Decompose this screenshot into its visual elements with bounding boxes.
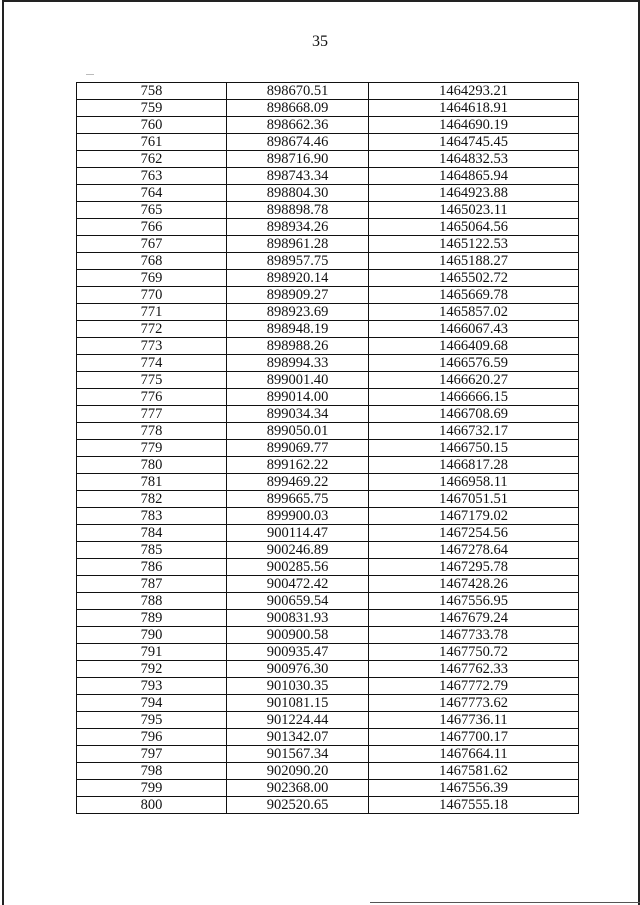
y-coordinate-cell: 1464923.88: [369, 185, 579, 202]
y-coordinate-cell: 1467700.17: [369, 729, 579, 746]
x-coordinate-cell: 898670.51: [227, 83, 369, 100]
table-row: [77, 372, 579, 389]
point-number-cell: 795: [77, 712, 227, 729]
table-row: [77, 661, 579, 678]
y-coordinate-cell: 1466708.69: [369, 406, 579, 423]
x-coordinate-cell: 900114.47: [227, 525, 369, 542]
point-number-cell: 786: [77, 559, 227, 576]
point-number-cell: 775: [77, 372, 227, 389]
x-coordinate-cell: 898716.90: [227, 151, 369, 168]
table-row: [77, 100, 579, 117]
page-border-left: [2, 0, 4, 905]
x-coordinate-cell: 898743.34: [227, 168, 369, 185]
y-coordinate-cell: 1465188.27: [369, 253, 579, 270]
y-coordinate-cell: 1466732.17: [369, 423, 579, 440]
x-coordinate-cell: 901224.44: [227, 712, 369, 729]
x-coordinate-cell: 901081.15: [227, 695, 369, 712]
table-row: [77, 780, 579, 797]
table-row: [77, 389, 579, 406]
point-number-cell: 778: [77, 423, 227, 440]
x-coordinate-cell: 898920.14: [227, 270, 369, 287]
x-coordinate-cell: 899001.40: [227, 372, 369, 389]
x-coordinate-cell: 899050.01: [227, 423, 369, 440]
table-row: [77, 185, 579, 202]
x-coordinate-cell: 898898.78: [227, 202, 369, 219]
table-row: [77, 423, 579, 440]
point-number-cell: 792: [77, 661, 227, 678]
point-number-cell: 798: [77, 763, 227, 780]
point-number-cell: 782: [77, 491, 227, 508]
x-coordinate-cell: 898934.26: [227, 219, 369, 236]
x-coordinate-cell: 900935.47: [227, 644, 369, 661]
table-row: [77, 338, 579, 355]
y-coordinate-cell: 1466067.43: [369, 321, 579, 338]
y-coordinate-cell: 1465502.72: [369, 270, 579, 287]
table-row: [77, 134, 579, 151]
y-coordinate-cell: 1464618.91: [369, 100, 579, 117]
point-number-cell: 785: [77, 542, 227, 559]
y-coordinate-cell: 1466576.59: [369, 355, 579, 372]
y-coordinate-cell: 1466666.15: [369, 389, 579, 406]
table-row: [77, 610, 579, 627]
x-coordinate-cell: 901030.35: [227, 678, 369, 695]
point-number-cell: 774: [77, 355, 227, 372]
table-row: [77, 168, 579, 185]
table-row: [77, 440, 579, 457]
point-number-cell: 800: [77, 797, 227, 814]
point-number-cell: 780: [77, 457, 227, 474]
table-row: [77, 253, 579, 270]
x-coordinate-cell: 899162.22: [227, 457, 369, 474]
x-coordinate-cell: 899014.00: [227, 389, 369, 406]
x-coordinate-cell: 899900.03: [227, 508, 369, 525]
table-row: [77, 270, 579, 287]
table-row: [77, 151, 579, 168]
x-coordinate-cell: 900831.93: [227, 610, 369, 627]
table-row: [77, 593, 579, 610]
point-number-cell: 769: [77, 270, 227, 287]
x-coordinate-cell: 898662.36: [227, 117, 369, 134]
y-coordinate-cell: 1464745.45: [369, 134, 579, 151]
table-row: [77, 117, 579, 134]
table-row: [77, 525, 579, 542]
table-row: [77, 763, 579, 780]
x-coordinate-cell: 898994.33: [227, 355, 369, 372]
y-coordinate-cell: 1465122.53: [369, 236, 579, 253]
point-number-cell: 759: [77, 100, 227, 117]
table-row: [77, 406, 579, 423]
table-row: [77, 304, 579, 321]
y-coordinate-cell: 1467762.33: [369, 661, 579, 678]
x-coordinate-cell: 902368.00: [227, 780, 369, 797]
y-coordinate-cell: 1466620.27: [369, 372, 579, 389]
table-row: [77, 508, 579, 525]
point-number-cell: 764: [77, 185, 227, 202]
page-border-top: [2, 0, 640, 2]
point-number-cell: 762: [77, 151, 227, 168]
y-coordinate-cell: 1467254.56: [369, 525, 579, 542]
y-coordinate-cell: 1467051.51: [369, 491, 579, 508]
point-number-cell: 766: [77, 219, 227, 236]
point-number-cell: 767: [77, 236, 227, 253]
y-coordinate-cell: 1464293.21: [369, 83, 579, 100]
y-coordinate-cell: 1467556.39: [369, 780, 579, 797]
x-coordinate-cell: 900659.54: [227, 593, 369, 610]
x-coordinate-cell: 898668.09: [227, 100, 369, 117]
y-coordinate-cell: 1467733.78: [369, 627, 579, 644]
table-row: [77, 491, 579, 508]
point-number-cell: 784: [77, 525, 227, 542]
table-row: [77, 83, 579, 100]
point-number-cell: 761: [77, 134, 227, 151]
page-border-bottom: [370, 902, 640, 903]
table-row: [77, 576, 579, 593]
y-coordinate-cell: 1467428.26: [369, 576, 579, 593]
y-coordinate-cell: 1464865.94: [369, 168, 579, 185]
point-number-cell: 794: [77, 695, 227, 712]
x-coordinate-cell: 898948.19: [227, 321, 369, 338]
point-number-cell: 799: [77, 780, 227, 797]
coordinates-table: [76, 82, 579, 814]
point-number-cell: 787: [77, 576, 227, 593]
table-row: [77, 219, 579, 236]
y-coordinate-cell: 1465023.11: [369, 202, 579, 219]
table-row: [77, 542, 579, 559]
x-coordinate-cell: 899034.34: [227, 406, 369, 423]
y-coordinate-cell: 1467278.64: [369, 542, 579, 559]
x-coordinate-cell: 902090.20: [227, 763, 369, 780]
table-row: [77, 712, 579, 729]
y-coordinate-cell: 1466817.28: [369, 457, 579, 474]
x-coordinate-cell: 901342.07: [227, 729, 369, 746]
coordinates-table-body: [77, 83, 579, 814]
point-number-cell: 789: [77, 610, 227, 627]
point-number-cell: 771: [77, 304, 227, 321]
y-coordinate-cell: 1467750.72: [369, 644, 579, 661]
table-row: [77, 559, 579, 576]
point-number-cell: 772: [77, 321, 227, 338]
point-number-cell: 779: [77, 440, 227, 457]
point-number-cell: 791: [77, 644, 227, 661]
point-number-cell: 788: [77, 593, 227, 610]
point-number-cell: 768: [77, 253, 227, 270]
point-number-cell: 758: [77, 83, 227, 100]
table-row: [77, 627, 579, 644]
y-coordinate-cell: 1467581.62: [369, 763, 579, 780]
table-row: [77, 474, 579, 491]
point-number-cell: 763: [77, 168, 227, 185]
x-coordinate-cell: 900246.89: [227, 542, 369, 559]
table-row: [77, 729, 579, 746]
table-row: [77, 321, 579, 338]
table-row: [77, 746, 579, 763]
y-coordinate-cell: 1466958.11: [369, 474, 579, 491]
x-coordinate-cell: 899665.75: [227, 491, 369, 508]
x-coordinate-cell: 898957.75: [227, 253, 369, 270]
table-row: [77, 644, 579, 661]
table-row: [77, 797, 579, 814]
y-coordinate-cell: 1465857.02: [369, 304, 579, 321]
x-coordinate-cell: 901567.34: [227, 746, 369, 763]
y-coordinate-cell: 1467556.95: [369, 593, 579, 610]
y-coordinate-cell: 1467736.11: [369, 712, 579, 729]
table-row: [77, 695, 579, 712]
table-row: [77, 287, 579, 304]
x-coordinate-cell: 900900.58: [227, 627, 369, 644]
x-coordinate-cell: 902520.65: [227, 797, 369, 814]
x-coordinate-cell: 898923.69: [227, 304, 369, 321]
point-number-cell: 783: [77, 508, 227, 525]
y-coordinate-cell: 1465669.78: [369, 287, 579, 304]
y-coordinate-cell: 1467555.18: [369, 797, 579, 814]
x-coordinate-cell: 900472.42: [227, 576, 369, 593]
y-coordinate-cell: 1467679.24: [369, 610, 579, 627]
table-row: [77, 202, 579, 219]
y-coordinate-cell: 1467179.02: [369, 508, 579, 525]
x-coordinate-cell: 898909.27: [227, 287, 369, 304]
x-coordinate-cell: 899469.22: [227, 474, 369, 491]
point-number-cell: 781: [77, 474, 227, 491]
y-coordinate-cell: 1465064.56: [369, 219, 579, 236]
y-coordinate-cell: 1467664.11: [369, 746, 579, 763]
x-coordinate-cell: 898804.30: [227, 185, 369, 202]
point-number-cell: 776: [77, 389, 227, 406]
point-number-cell: 796: [77, 729, 227, 746]
y-coordinate-cell: 1467773.62: [369, 695, 579, 712]
x-coordinate-cell: 899069.77: [227, 440, 369, 457]
y-coordinate-cell: 1464832.53: [369, 151, 579, 168]
point-number-cell: 790: [77, 627, 227, 644]
point-number-cell: 760: [77, 117, 227, 134]
y-coordinate-cell: 1464690.19: [369, 117, 579, 134]
table-row: [77, 678, 579, 695]
point-number-cell: 777: [77, 406, 227, 423]
x-coordinate-cell: 898674.46: [227, 134, 369, 151]
page-number: 35: [312, 33, 328, 50]
table-row: [77, 457, 579, 474]
point-number-cell: 773: [77, 338, 227, 355]
table-row: [77, 236, 579, 253]
x-coordinate-cell: 900285.56: [227, 559, 369, 576]
scan-mark: [86, 74, 94, 75]
y-coordinate-cell: 1467772.79: [369, 678, 579, 695]
y-coordinate-cell: 1466750.15: [369, 440, 579, 457]
x-coordinate-cell: 900976.30: [227, 661, 369, 678]
x-coordinate-cell: 898988.26: [227, 338, 369, 355]
point-number-cell: 793: [77, 678, 227, 695]
x-coordinate-cell: 898961.28: [227, 236, 369, 253]
point-number-cell: 765: [77, 202, 227, 219]
y-coordinate-cell: 1467295.78: [369, 559, 579, 576]
table-row: [77, 355, 579, 372]
point-number-cell: 797: [77, 746, 227, 763]
point-number-cell: 770: [77, 287, 227, 304]
y-coordinate-cell: 1466409.68: [369, 338, 579, 355]
